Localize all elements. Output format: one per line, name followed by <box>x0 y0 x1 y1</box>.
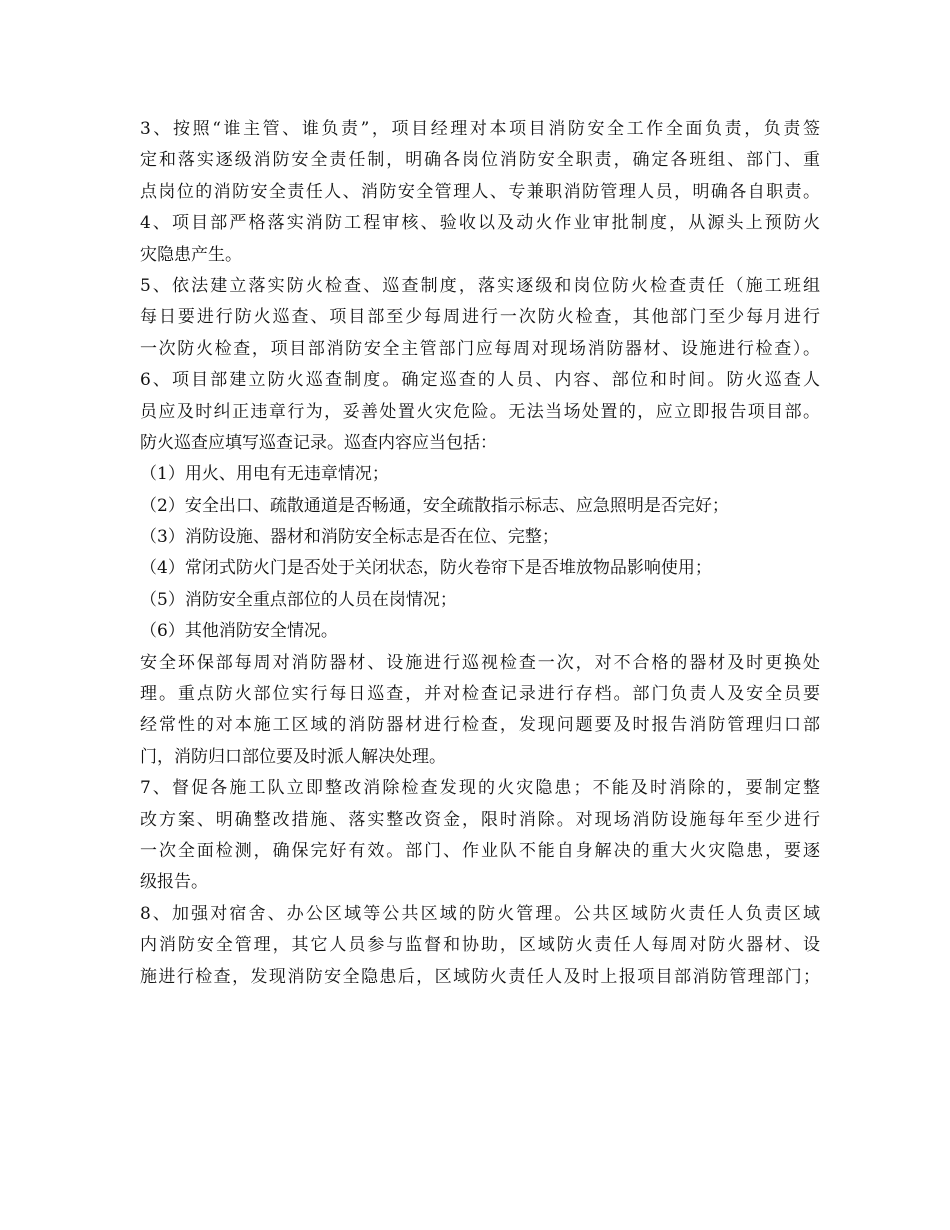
text-line: 门，消防归口部位要及时派人解决处理。 <box>140 746 446 767</box>
text-line: 理。重点防火部位实行每日巡查，并对检查记录进行存档。部门负责人及安全员要 <box>140 684 820 705</box>
text-line: 一次防火检查，项目部消防安全主管部门应每周对现场消防器材、设施进行检查）。 <box>140 338 820 359</box>
text-line: 6、项目部建立防火巡查制度。确定巡查的人员、内容、部位和时间。防火巡查人 <box>140 370 820 391</box>
text-line: 点岗位的消防安全责任人、消防安全管理人、专兼职消防管理人员，明确各自职责。 <box>140 181 820 202</box>
text-line: 施进行检查，发现消防安全隐患后，区域防火责任人及时上报项目部消防管理部门； <box>140 966 820 987</box>
text-line: 一次全面检测，确保完好有效。部门、作业队不能自身解决的重大火灾隐患，要逐 <box>140 840 820 861</box>
text-line: 灾隐患产生。 <box>140 244 242 265</box>
text-line: （4）常闭式防火门是否处于关闭状态，防火卷帘下是否堆放物品影响使用； <box>140 558 712 579</box>
text-line: （5）消防安全重点部位的人员在岗情况； <box>140 589 457 610</box>
text-line: （3）消防设施、器材和消防安全标志是否在位、完整； <box>140 527 559 548</box>
text-line: （2）安全出口、疏散通道是否畅通，安全疏散指示标志、应急照明是否完好； <box>140 495 729 516</box>
text-line: 经常性的对本施工区域的消防器材进行检查，发现问题要及时报告消防管理归口部 <box>140 715 820 736</box>
text-line: 安全环保部每周对消防器材、设施进行巡视检查一次，对不合格的器材及时更换处 <box>140 652 820 673</box>
text-line: 8、加强对宿舍、办公区域等公共区域的防火管理。公共区域防火责任人负责区域 <box>140 903 820 924</box>
text-line: 7、督促各施工队立即整改消除检查发现的火灾隐患；不能及时消除的，要制定整 <box>140 778 820 799</box>
text-line: 定和落实逐级消防安全责任制，明确各岗位消防安全职责，确定各班组、部门、重 <box>140 150 820 171</box>
text-line: （6）其他消防安全情况。 <box>140 621 338 642</box>
text-line: 内消防安全管理，其它人员参与监督和协助，区域防火责任人每周对防火器材、设 <box>140 935 820 956</box>
text-line: 每日要进行防火巡查、项目部至少每周进行一次防火检查，其他部门至少每月进行 <box>140 307 820 328</box>
text-line: 5、依法建立落实防火检查、巡查制度，落实逐级和岗位防火检查责任（施工班组 <box>140 275 820 296</box>
document-body <box>140 114 820 993</box>
text-line: 防火巡查应填写巡查记录。巡查内容应当包括： <box>140 432 497 453</box>
text-line: 员应及时纠正违章行为，妥善处置火灾危险。无法当场处置的，应立即报告项目部。 <box>140 401 820 422</box>
text-line: 4、项目部严格落实消防工程审核、验收以及动火作业审批制度，从源头上预防火 <box>140 213 820 234</box>
text-line: 3、按照“谁主管、谁负责”，项目经理对本项目消防安全工作全面负责，负责签 <box>140 119 820 139</box>
text-line: 改方案、明确整改措施、落实整改资金，限时消除。对现场消防设施每年至少进行 <box>140 809 820 830</box>
text-line: 级报告。 <box>140 872 208 893</box>
text-line: （1）用火、用电有无违章情况； <box>140 464 389 485</box>
